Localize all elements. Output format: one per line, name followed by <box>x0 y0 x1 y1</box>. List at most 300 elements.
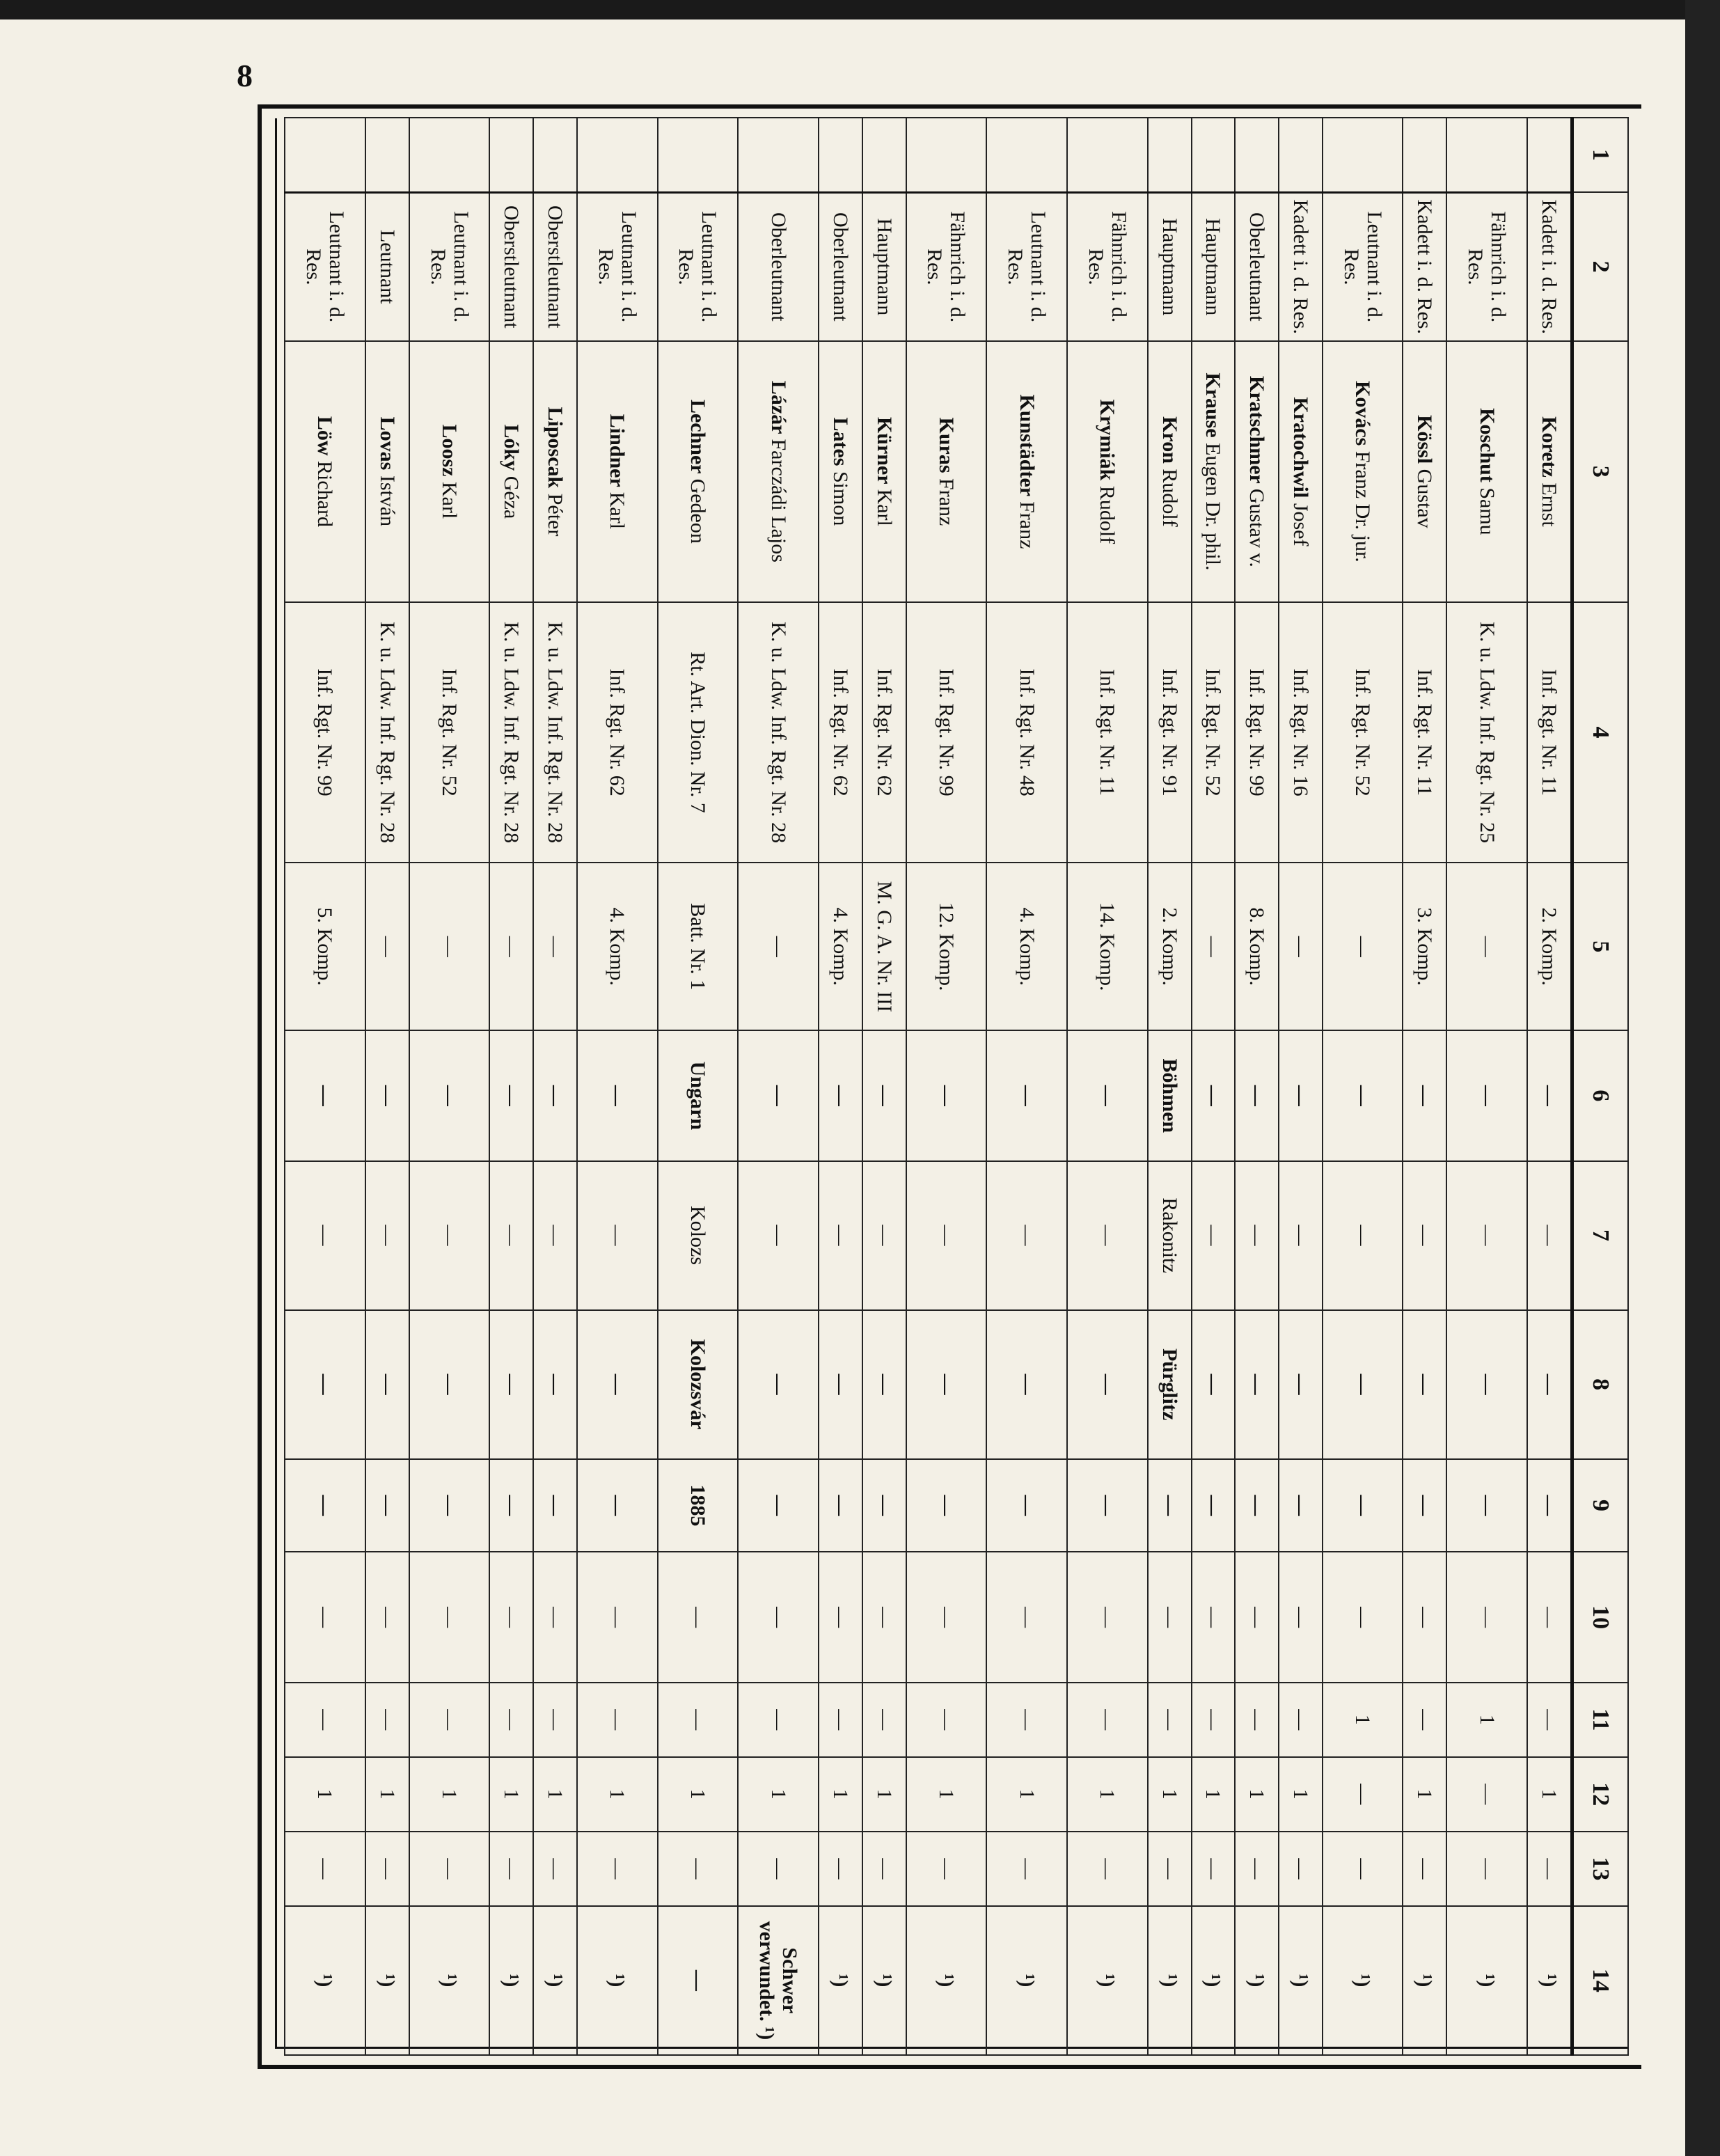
surname: Lázár <box>766 380 790 434</box>
cell-col1 <box>533 118 577 192</box>
col11-cell: — <box>1148 1683 1192 1757</box>
col11-cell: — <box>577 1683 658 1757</box>
col13-cell: — <box>533 1832 577 1906</box>
remark-cell: ¹) <box>819 1906 862 2055</box>
col11-cell: — <box>1279 1683 1323 1757</box>
cell-col1 <box>1067 118 1148 192</box>
rank-cell: Kadett i. d. Res. <box>1279 192 1323 341</box>
year-cell: — <box>819 1459 862 1552</box>
surname: Lindner <box>606 414 629 487</box>
district-cell: Kolozs <box>658 1161 739 1310</box>
rank-cell: Kadett i. d. Res. <box>1527 192 1572 341</box>
cell-col1 <box>819 118 862 192</box>
table-row <box>658 118 739 2055</box>
given-name: Rudolf <box>1096 485 1119 544</box>
cell-col1 <box>986 118 1067 192</box>
col10-cell: — <box>1279 1552 1323 1682</box>
table-row <box>738 118 819 2055</box>
district-cell: — <box>1446 1161 1527 1310</box>
unit-cell: Inf. Rgt. Nr. 52 <box>1192 602 1236 863</box>
unit-cell: Inf. Rgt. Nr. 99 <box>906 602 987 863</box>
col12-cell: 1 <box>862 1757 906 1832</box>
surname: Krause <box>1201 372 1225 438</box>
col10-cell: — <box>365 1552 409 1682</box>
cell-col1 <box>1323 118 1403 192</box>
table-row <box>862 118 906 2055</box>
country-cell: — <box>577 1030 658 1160</box>
surname: Kürner <box>872 416 896 485</box>
place-cell: — <box>365 1310 409 1459</box>
district-cell: — <box>489 1161 533 1310</box>
unit-cell: Inf. Rgt. Nr. 62 <box>819 602 862 863</box>
given-name: Karl <box>606 491 629 530</box>
remark-cell: ¹) <box>1446 1906 1527 2055</box>
country-cell: — <box>738 1030 819 1160</box>
col13-cell: — <box>1323 1832 1403 1906</box>
subunit-cell: 14. Komp. <box>1067 863 1148 1030</box>
col13-cell: — <box>1527 1832 1572 1906</box>
table-row <box>1148 118 1192 2055</box>
casualty-ledger-table <box>284 117 1629 2056</box>
subunit-cell: — <box>409 863 490 1030</box>
place-cell: — <box>489 1310 533 1459</box>
column-header: 11 <box>1572 1683 1628 1757</box>
surname: Kron <box>1158 416 1181 464</box>
place-cell: — <box>1323 1310 1403 1459</box>
rank-cell: Hauptmann <box>862 192 906 341</box>
country-cell: — <box>1067 1030 1148 1160</box>
given-name: Rudolf <box>1158 469 1181 527</box>
rank-cell: Leutnant i. d. Res. <box>1323 192 1403 341</box>
table-row <box>1446 118 1527 2055</box>
name-cell <box>365 341 409 602</box>
year-cell: — <box>738 1459 819 1552</box>
given-name: Gedeon <box>686 478 709 544</box>
col12-cell: 1 <box>906 1757 987 1832</box>
col12-cell: 1 <box>365 1757 409 1832</box>
cell-col1 <box>489 118 533 192</box>
col12-cell: 1 <box>658 1757 739 1832</box>
unit-cell: Inf. Rgt. Nr. 52 <box>1323 602 1403 863</box>
district-cell: — <box>1279 1161 1323 1310</box>
cell-col1 <box>1235 118 1279 192</box>
surname: Lechner <box>686 399 709 474</box>
unit-cell: Inf. Rgt. Nr. 11 <box>1403 602 1446 863</box>
cell-col1 <box>738 118 819 192</box>
rank-cell: Oberstleutnant <box>489 192 533 341</box>
subunit-cell: — <box>738 863 819 1030</box>
given-name: Simon <box>829 471 852 526</box>
surname: Löw <box>313 416 337 456</box>
col12-cell: 1 <box>1235 1757 1279 1832</box>
cell-col1 <box>658 118 739 192</box>
col12-cell: 1 <box>489 1757 533 1832</box>
col10-cell: — <box>489 1552 533 1682</box>
remark-cell: ¹) <box>1192 1906 1236 2055</box>
place-cell: — <box>1235 1310 1279 1459</box>
name-cell <box>1527 341 1572 602</box>
table-row <box>1192 118 1236 2055</box>
district-cell: — <box>906 1161 987 1310</box>
name-cell <box>1323 341 1403 602</box>
table-row <box>577 118 658 2055</box>
country-cell: — <box>1323 1030 1403 1160</box>
given-name: Ernst <box>1538 482 1561 527</box>
name-cell <box>862 341 906 602</box>
remark-cell: ¹) <box>1279 1906 1323 2055</box>
name-cell <box>1403 341 1446 602</box>
col13-cell: — <box>1148 1832 1192 1906</box>
col10-cell: — <box>409 1552 490 1682</box>
name-cell <box>906 341 987 602</box>
remark-cell: ¹) <box>1148 1906 1192 2055</box>
remark-cell: Schwer verwundet. ¹) <box>738 1906 819 2055</box>
table-row <box>489 118 533 2055</box>
column-header: 2 <box>1572 192 1628 341</box>
country-cell: — <box>533 1030 577 1160</box>
given-name: Josef <box>1288 503 1312 546</box>
col10-cell: — <box>577 1552 658 1682</box>
rank-cell: Fähnrich i. d. Res. <box>1067 192 1148 341</box>
surname: Kratochwil <box>1288 397 1312 498</box>
cell-col1 <box>409 118 490 192</box>
place-cell: — <box>819 1310 862 1459</box>
cell-col1 <box>1148 118 1192 192</box>
col11-cell: — <box>489 1683 533 1757</box>
subunit-cell: 8. Komp. <box>1235 863 1279 1030</box>
table-row <box>365 118 409 2055</box>
cell-col1 <box>1527 118 1572 192</box>
table-row <box>986 118 1067 2055</box>
col13-cell: — <box>1446 1832 1527 1906</box>
column-header: 14 <box>1572 1906 1628 2055</box>
col13-cell: — <box>862 1832 906 1906</box>
name-cell <box>986 341 1067 602</box>
surname: Loosz <box>438 424 461 477</box>
remark-cell: ¹) <box>1323 1906 1403 2055</box>
unit-cell: Rt. Art. Dion. Nr. 7 <box>658 602 739 863</box>
table-row <box>533 118 577 2055</box>
col12-cell: 1 <box>1148 1757 1192 1832</box>
year-cell: — <box>285 1459 365 1552</box>
unit-cell: Inf. Rgt. Nr. 16 <box>1279 602 1323 863</box>
remark-cell: ¹) <box>285 1906 365 2055</box>
cell-col1 <box>1192 118 1236 192</box>
table-row <box>1323 118 1403 2055</box>
page-number: 8 <box>237 58 253 93</box>
col10-cell: — <box>986 1552 1067 1682</box>
subunit-cell: — <box>533 863 577 1030</box>
year-cell: — <box>409 1459 490 1552</box>
given-name: Samu <box>1475 487 1499 535</box>
given-name: Karl <box>872 489 896 526</box>
given-name: Gustav v. <box>1245 488 1269 567</box>
year-cell: — <box>1403 1459 1446 1552</box>
col11-cell: — <box>1235 1683 1279 1757</box>
place-cell: — <box>533 1310 577 1459</box>
col10-cell: — <box>1446 1552 1527 1682</box>
col13-cell: — <box>819 1832 862 1906</box>
given-name: Géza <box>500 475 523 519</box>
col13-cell: — <box>986 1832 1067 1906</box>
col11-cell: — <box>738 1683 819 1757</box>
unit-cell: K. u. Ldw. Inf. Rgt. Nr. 28 <box>365 602 409 863</box>
given-name: Eugen Dr. phil. <box>1201 443 1225 571</box>
district-cell: — <box>1235 1161 1279 1310</box>
name-cell <box>819 341 862 602</box>
year-cell: — <box>1235 1459 1279 1552</box>
subunit-cell: 4. Komp. <box>577 863 658 1030</box>
surname: Kössl <box>1413 415 1437 464</box>
cell-col1 <box>285 118 365 192</box>
col10-cell: — <box>285 1552 365 1682</box>
table-row <box>409 118 490 2055</box>
column-header: 13 <box>1572 1832 1628 1906</box>
col12-cell: 1 <box>1403 1757 1446 1832</box>
col11-cell: 1 <box>1446 1683 1527 1757</box>
cell-col1 <box>862 118 906 192</box>
rank-cell: Hauptmann <box>1148 192 1192 341</box>
unit-cell: Inf. Rgt. Nr. 62 <box>862 602 906 863</box>
unit-cell: K. u. Ldw. Inf. Rgt. Nr. 28 <box>489 602 533 863</box>
col12-cell: 1 <box>738 1757 819 1832</box>
surname: Lates <box>829 417 852 466</box>
district-cell: — <box>285 1161 365 1310</box>
district-cell: — <box>738 1161 819 1310</box>
remark-cell: ¹) <box>533 1906 577 2055</box>
subunit-cell: 4. Komp. <box>986 863 1067 1030</box>
name-cell <box>738 341 819 602</box>
place-cell: — <box>986 1310 1067 1459</box>
table-row <box>285 118 365 2055</box>
year-cell: — <box>1279 1459 1323 1552</box>
rank-cell: Fähnrich i. d. Res. <box>906 192 987 341</box>
unit-cell: K. u. Ldw. Inf. Rgt. Nr. 25 <box>1446 602 1527 863</box>
rotated-ledger-page <box>284 117 1629 2056</box>
subunit-cell: — <box>489 863 533 1030</box>
surname: Koschut <box>1475 408 1499 482</box>
given-name: Péter <box>544 493 567 537</box>
subunit-cell: M. G. A. Nr. III <box>862 863 906 1030</box>
year-cell: 1885 <box>658 1459 739 1552</box>
year-cell: — <box>1446 1459 1527 1552</box>
rank-cell: Oberleutnant <box>819 192 862 341</box>
surname: Kuras <box>934 417 958 473</box>
table-row <box>906 118 987 2055</box>
country-cell: — <box>1279 1030 1323 1160</box>
country-cell: — <box>409 1030 490 1160</box>
country-cell: Böhmen <box>1148 1030 1192 1160</box>
col10-cell: — <box>1403 1552 1446 1682</box>
subunit-cell: 3. Komp. <box>1403 863 1446 1030</box>
unit-cell: Inf. Rgt. Nr. 52 <box>409 602 490 863</box>
name-cell <box>1148 341 1192 602</box>
subunit-cell: — <box>1323 863 1403 1030</box>
place-cell: — <box>285 1310 365 1459</box>
given-name: Franz <box>1015 501 1039 549</box>
table-row <box>1403 118 1446 2055</box>
col10-cell: — <box>1067 1552 1148 1682</box>
surname: Lovas <box>375 416 399 471</box>
name-cell <box>577 341 658 602</box>
surname: Lóky <box>500 424 523 471</box>
district-cell: — <box>1323 1161 1403 1310</box>
district-cell: — <box>862 1161 906 1310</box>
subunit-cell: Batt. Nr. 1 <box>658 863 739 1030</box>
col10-cell: — <box>819 1552 862 1682</box>
country-cell: Ungarn <box>658 1030 739 1160</box>
remark-cell: ¹) <box>1235 1906 1279 2055</box>
col10-cell: — <box>1323 1552 1403 1682</box>
district-cell: — <box>986 1161 1067 1310</box>
remark-cell: ¹) <box>1527 1906 1572 2055</box>
rank-cell: Leutnant i. d. Res. <box>658 192 739 341</box>
col12-cell: 1 <box>533 1757 577 1832</box>
col13-cell: — <box>1279 1832 1323 1906</box>
place-cell: — <box>738 1310 819 1459</box>
unit-cell: Inf. Rgt. Nr. 99 <box>285 602 365 863</box>
country-cell: — <box>862 1030 906 1160</box>
column-header: 1 <box>1572 118 1628 192</box>
col11-cell: — <box>819 1683 862 1757</box>
col12-cell: — <box>1446 1757 1527 1832</box>
col12-cell: 1 <box>1527 1757 1572 1832</box>
table-row <box>1279 118 1323 2055</box>
rank-cell: Leutnant i. d. Res. <box>577 192 658 341</box>
remark-cell: — <box>658 1906 739 2055</box>
unit-cell: Inf. Rgt. Nr. 99 <box>1235 602 1279 863</box>
subunit-cell: 12. Komp. <box>906 863 987 1030</box>
rank-cell: Oberstleutnant <box>533 192 577 341</box>
surname: Koretz <box>1538 416 1561 478</box>
col13-cell: — <box>1235 1832 1279 1906</box>
subunit-cell: — <box>1446 863 1527 1030</box>
rank-cell: Hauptmann <box>1192 192 1236 341</box>
remark-cell: ¹) <box>1403 1906 1446 2055</box>
column-header: 9 <box>1572 1459 1628 1552</box>
col13-cell: — <box>365 1832 409 1906</box>
subunit-cell: 4. Komp. <box>819 863 862 1030</box>
rank-cell: Kadett i. d. Res. <box>1403 192 1446 341</box>
remark-cell: ¹) <box>1067 1906 1148 2055</box>
col13-cell: — <box>577 1832 658 1906</box>
col11-cell: — <box>1192 1683 1236 1757</box>
country-cell: — <box>986 1030 1067 1160</box>
col10-cell: — <box>862 1552 906 1682</box>
place-cell: — <box>1403 1310 1446 1459</box>
remark-cell: ¹) <box>862 1906 906 2055</box>
unit-cell: Inf. Rgt. Nr. 62 <box>577 602 658 863</box>
unit-cell: K. u. Ldw. Inf. Rgt. Nr. 28 <box>738 602 819 863</box>
table-row <box>819 118 862 2055</box>
col13-cell: — <box>1067 1832 1148 1906</box>
column-header: 12 <box>1572 1757 1628 1832</box>
year-cell: — <box>533 1459 577 1552</box>
col11-cell: — <box>1067 1683 1148 1757</box>
year-cell: — <box>906 1459 987 1552</box>
col13-cell: — <box>658 1832 739 1906</box>
name-cell <box>1067 341 1148 602</box>
district-cell: — <box>409 1161 490 1310</box>
ledger-body <box>285 118 1572 2055</box>
scan-edge-right <box>1685 0 1720 2156</box>
year-cell: — <box>1192 1459 1236 1552</box>
given-name: Farczádi Lajos <box>766 439 790 562</box>
subunit-cell: — <box>365 863 409 1030</box>
surname: Kratschmer <box>1245 375 1269 484</box>
district-cell: — <box>533 1161 577 1310</box>
name-cell <box>1235 341 1279 602</box>
col10-cell: — <box>1192 1552 1236 1682</box>
place-cell: Pürglitz <box>1148 1310 1192 1459</box>
col10-cell: — <box>738 1552 819 1682</box>
name-cell <box>285 341 365 602</box>
col12-cell: 1 <box>986 1757 1067 1832</box>
col12-cell: 1 <box>285 1757 365 1832</box>
col13-cell: — <box>738 1832 819 1906</box>
col13-cell: — <box>906 1832 987 1906</box>
given-name: Gustav <box>1413 469 1437 528</box>
rank-cell: Oberleutnant <box>738 192 819 341</box>
place-cell: — <box>577 1310 658 1459</box>
district-cell: — <box>819 1161 862 1310</box>
name-cell <box>1446 341 1527 602</box>
year-cell: — <box>1067 1459 1148 1552</box>
col10-cell: — <box>1527 1552 1572 1682</box>
col12-cell: — <box>1323 1757 1403 1832</box>
year-cell: — <box>986 1459 1067 1552</box>
cell-col1 <box>1446 118 1527 192</box>
rank-cell: Leutnant i. d. Res. <box>409 192 490 341</box>
year-cell: — <box>862 1459 906 1552</box>
scan-edge-top <box>0 0 1720 19</box>
column-header: 6 <box>1572 1030 1628 1160</box>
country-cell: — <box>1403 1030 1446 1160</box>
col11-cell: — <box>409 1683 490 1757</box>
rank-cell: Fähnrich i. d. Res. <box>1446 192 1527 341</box>
col12-cell: 1 <box>577 1757 658 1832</box>
subunit-cell: 2. Komp. <box>1148 863 1192 1030</box>
subunit-cell: — <box>1279 863 1323 1030</box>
unit-cell: Inf. Rgt. Nr. 48 <box>986 602 1067 863</box>
cell-col1 <box>577 118 658 192</box>
table-row <box>1527 118 1572 2055</box>
district-cell: — <box>1067 1161 1148 1310</box>
col12-cell: 1 <box>819 1757 862 1832</box>
subunit-cell: 2. Komp. <box>1527 863 1572 1030</box>
surname: Kunstädter <box>1015 394 1039 496</box>
place-cell: — <box>1446 1310 1527 1459</box>
name-cell <box>533 341 577 602</box>
col13-cell: — <box>1192 1832 1236 1906</box>
cell-col1 <box>1403 118 1446 192</box>
col12-cell: 1 <box>1067 1757 1148 1832</box>
unit-cell: Inf. Rgt. Nr. 91 <box>1148 602 1192 863</box>
surname: Liposcak <box>544 407 567 489</box>
col11-cell: 1 <box>1323 1683 1403 1757</box>
col12-cell: 1 <box>1192 1757 1236 1832</box>
column-header: 5 <box>1572 863 1628 1030</box>
subunit-cell: 5. Komp. <box>285 863 365 1030</box>
given-name: Franz <box>934 478 958 526</box>
year-cell: — <box>365 1459 409 1552</box>
district-cell: — <box>1527 1161 1572 1310</box>
unit-cell: Inf. Rgt. Nr. 11 <box>1527 602 1572 863</box>
column-header: 7 <box>1572 1161 1628 1310</box>
col10-cell: — <box>533 1552 577 1682</box>
col10-cell: — <box>1235 1552 1279 1682</box>
col10-cell: — <box>906 1552 987 1682</box>
